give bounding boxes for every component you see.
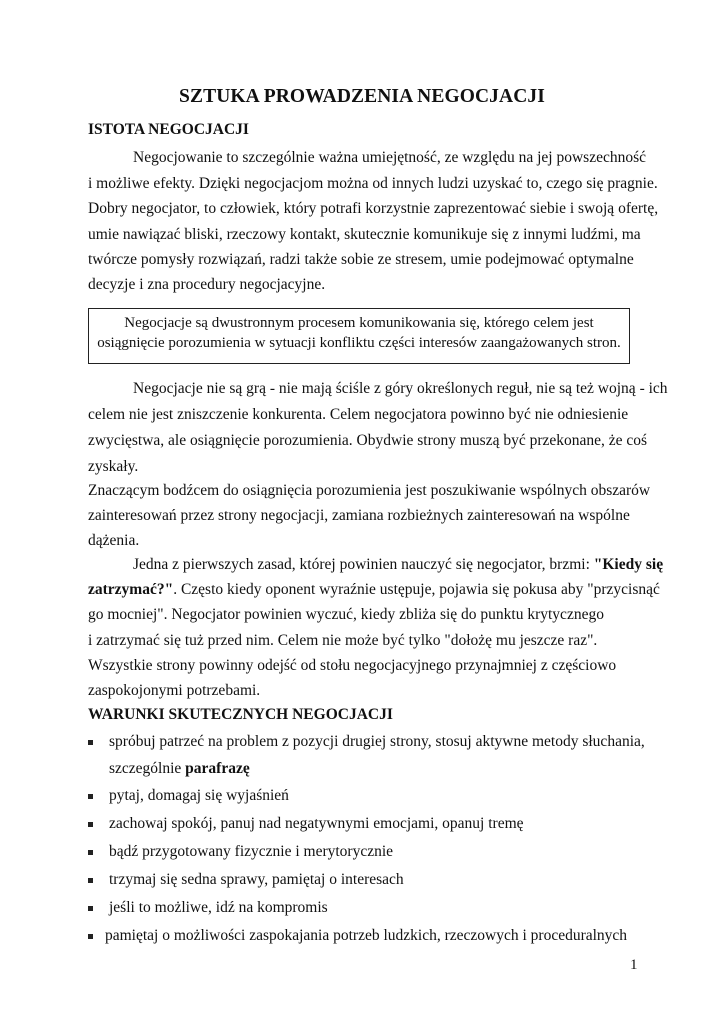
list-item-text: spróbuj patrzeć na problem z pozycji drugiej strony, stosuj aktywne metody słuchania,	[109, 733, 645, 750]
definition-line: Negocjacje są dwustronnym procesem komunikowania się, którego celem jest	[124, 315, 594, 331]
bold-phrase: zatrzymać?"	[88, 581, 174, 598]
body-line: zainteresowań przez strony negocjacji, zamiana rozbieżnych zainteresowań na wspólne	[88, 507, 630, 524]
bold-phrase: parafrazę	[185, 760, 250, 777]
list-item-text: pamiętaj o możliwości zaspokajania potrzeb ludzkich, rzeczowych i proceduralnych	[105, 927, 628, 944]
body-line	[88, 581, 660, 599]
body-line: Dobry negocjator, to człowiek, który potrafi korzystnie zaprezentować siebie i swoją ofertę,	[88, 200, 659, 217]
page-number: 1	[630, 957, 638, 973]
bullet-icon	[88, 878, 93, 883]
body-line: zyskały.	[88, 458, 139, 475]
body-line: dążenia.	[88, 532, 140, 549]
body-text: Jedna z pierwszych zasad, której powinien nauczyć się negocjator, brzmi:	[133, 556, 594, 573]
body-line: i zatrzymać się tuż przed nim. Celem nie może być tylko "dołożę mu jeszcze raz".	[88, 632, 598, 649]
body-line: zaspokojonymi potrzebami.	[88, 682, 261, 699]
bullet-icon	[88, 794, 93, 799]
body-line: zwycięstwa, ale osiągnięcie porozumienia. Obydwie strony muszą być przekonane, że coś	[88, 432, 648, 449]
list-item-text: trzymaj się sedna sprawy, pamiętaj o interesach	[109, 871, 404, 888]
list-item-continuation	[109, 760, 250, 778]
body-text: szczególnie	[109, 760, 186, 777]
body-line: Negocjacje nie są grą - nie mają ściśle z góry określonych reguł, nie są też wojną - ich	[133, 380, 668, 397]
body-line: Znaczącym bodźcem do osiągnięcia porozumienia jest poszukiwanie wspólnych obszarów	[88, 482, 651, 499]
list-item-text: jeśli to możliwe, idź na kompromis	[109, 899, 328, 916]
list-item-text: zachowaj spokój, panuj nad negatywnymi emocjami, opanuj tremę	[109, 815, 524, 832]
bullet-icon	[88, 906, 93, 911]
bullet-icon	[88, 740, 93, 745]
bullet-icon	[88, 934, 93, 939]
section-heading-istota: ISTOTA NEGOCJACJI	[88, 121, 249, 138]
section-heading-warunki: WARUNKI SKUTECZNYCH NEGOCJACJI	[88, 706, 393, 723]
body-line: go mocniej". Negocjator powinien wyczuć, kiedy zbliża się do punktu krytycznego	[88, 606, 604, 623]
body-text: . Często kiedy oponent wyraźnie ustępuje, pojawia się pokusa aby "przycisnąć	[173, 581, 660, 598]
bullet-icon	[88, 822, 93, 827]
bold-phrase: "Kiedy się	[593, 556, 664, 573]
body-line: twórcze pomysły rozwiązań, radzi także sobie ze stresem, umie podejmować optymalne	[88, 251, 634, 268]
body-line: Negocjowanie to szczególnie ważna umiejętność, ze względu na jej powszechność	[133, 149, 647, 166]
definition-line: osiągnięcie porozumienia w sytuacji konfliktu części interesów zaangażowanych stron.	[97, 335, 621, 351]
bullet-icon	[88, 850, 93, 855]
body-line: i możliwe efekty. Dzięki negocjacjom można od innych ludzi uzyskać to, czego się pragnie.	[88, 175, 658, 192]
body-line: umie nawiązać bliski, rzeczowy kontakt, skutecznie komunikuje się z innymi ludźmi, ma	[88, 226, 641, 243]
body-line: Wszystkie strony powinny odejść od stołu negocjacyjnego przynajmniej z częściowo	[88, 657, 617, 674]
body-line: celem nie jest zniszczenie konkurenta. Celem negocjatora powinno być nie odniesienie	[88, 406, 629, 423]
list-item-text: bądź przygotowany fizycznie i merytorycznie	[109, 843, 394, 860]
body-line: decyzje i zna procedury negocjacyjne.	[88, 276, 326, 293]
body-line	[133, 556, 663, 574]
list-item-text: pytaj, domagaj się wyjaśnień	[109, 787, 289, 804]
page-title: SZTUKA PROWADZENIA NEGOCJACJI	[179, 86, 545, 107]
definition-box	[88, 308, 630, 364]
